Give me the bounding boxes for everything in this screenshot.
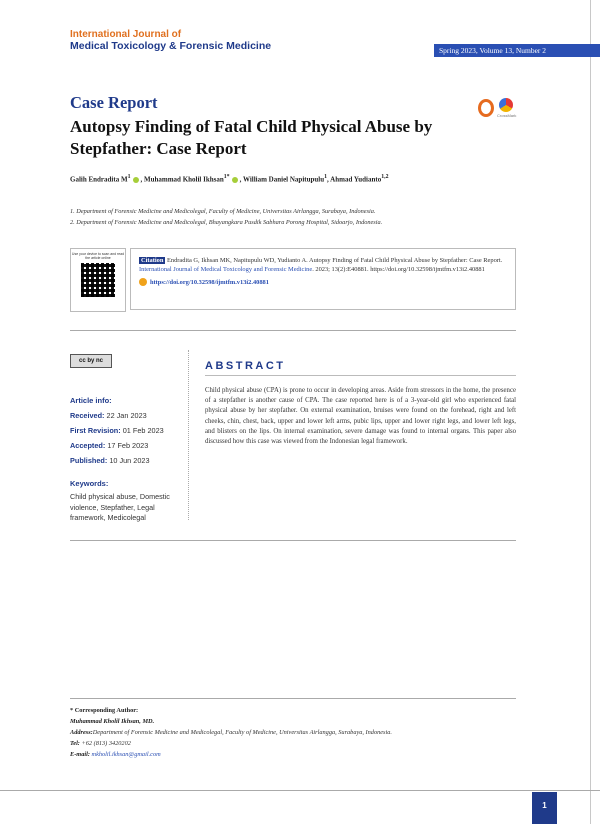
affiliations — [70, 206, 530, 228]
doi-line — [139, 278, 507, 287]
corresponding-heading: * Corresponding Author: — [70, 707, 139, 714]
author-name: Muhammad Kholil Ikhsan — [144, 175, 224, 184]
qr-code-icon — [81, 263, 115, 297]
article-title: Autopsy Finding of Fatal Child Physical Abuse by Stepfather: Case Report — [70, 117, 433, 158]
cc-license-badge[interactable]: cc by nc — [70, 354, 112, 368]
issue-band: Spring 2023, Volume 13, Number 2 — [434, 44, 600, 57]
section-divider — [70, 540, 516, 541]
tel-text: +62 (813) 3420202 — [81, 740, 131, 747]
abstract-heading: ABSTRACT — [205, 360, 286, 372]
affiliation-2: 2. Department of Forensic Medicine and Medicolegal, Bhayangkara Pusdik Sabhara Porong Hospital, Sidoarjo, Indonesia. — [70, 219, 383, 226]
citation-label: Citation — [141, 257, 164, 264]
orcid-icon[interactable] — [232, 177, 238, 183]
orcid-icon[interactable] — [133, 177, 139, 183]
section-divider — [70, 330, 516, 331]
article-type: Case Report — [70, 93, 158, 112]
received-label: Received: — [70, 411, 105, 420]
qr-caption: Use your device to scan and read the article online — [71, 252, 125, 260]
citation-journal-link[interactable]: International Journal of Medical Toxicology and Forensic Medicine — [139, 266, 313, 274]
abstract-text: Child physical abuse (CPA) is prone to occur in developing areas. Aside from stressors in the home, the presence of a stepfather is another cause of CPA. The case reported here is of a 3-year-old girl who experienced fatal physical abuse by her stepfather. On external examination, bruises were found on the forehead, right and left cheeks, chin, chest, back, upper and lower left arms, pubic lips, upper and lower right legs, and lower left legs, and blisters on the lips. On internal examination, severe damage was found to internal organs. This paper also discussed how this case was viewed from the Indonesian legal framework. — [205, 387, 516, 446]
corresponding-author — [70, 705, 516, 760]
keywords-text: Child physical abuse, Domestic violence, Stepfather, Legal framework, Medicolegal — [70, 492, 170, 522]
tel-label: Tel: — [70, 740, 80, 747]
email-label: E-mail: — [70, 751, 90, 758]
author-name: William Daniel Napitupulu — [242, 175, 325, 184]
journal-logo — [70, 30, 271, 52]
corresponding-name: Muhammad Kholil Ikhsan, MD. — [70, 718, 155, 725]
author-name: Galih Endradita M — [70, 175, 128, 184]
published-date: 10 Jun 2023 — [109, 456, 150, 465]
author-affiliation-sup: 1,2 — [381, 174, 389, 180]
author-affiliation-sup: 1* — [223, 174, 230, 180]
abstract-underline — [205, 375, 516, 376]
keywords-heading: Keywords: — [70, 479, 109, 488]
accepted-date: 17 Feb 2023 — [107, 441, 149, 450]
author-name: Ahmad Yudianto — [330, 175, 382, 184]
journal-logo-line1: International Journal of — [70, 29, 182, 40]
revision-label: First Revision: — [70, 426, 121, 435]
open-access-icon — [478, 99, 494, 117]
address-label: Address: — [70, 729, 93, 736]
right-margin-line — [590, 0, 591, 824]
received-date: 22 Jan 2023 — [106, 411, 147, 420]
affiliation-1: 1. Department of Forensic Medicine and Medicolegal, Faculty of Medicine, Universitas Airlangga, Surabaya, Indonesia. — [70, 208, 376, 215]
article-info — [70, 393, 180, 468]
article-info-heading: Article info: — [70, 396, 112, 405]
address-text: Department of Forensic Medicine and Medicolegal, Faculty of Medicine, Universitas Airlangga, Surabaya, Indonesia. — [92, 729, 392, 736]
email-link[interactable]: mkholil.ikhsan@gmail.com — [91, 751, 161, 758]
citation-text-pre: Endradita G, Ikhsan MK, Napitupulu WD, Yudianto A. Autopsy Finding of Fatal Child Physical Abuse by Stepfather: Case Report. — [165, 257, 503, 264]
doi-icon — [139, 278, 147, 286]
published-label: Published: — [70, 456, 108, 465]
crossmark-icon[interactable]: CrossMark — [497, 98, 514, 118]
access-icons — [478, 98, 517, 118]
author-affiliation-sup: 1 — [324, 174, 328, 180]
column-divider — [188, 350, 190, 520]
page-number: 1 — [532, 792, 557, 824]
doi-link[interactable]: https://doi.org/10.32598/ijmtfm.v13i2.40881 — [150, 278, 269, 286]
author-list: Galih Endradita $M^1$ , Muhammad Kholil Ikhsan$^{1*}$ , William Daniel Napitupulu$^1$, Ahmad Yudianto$^{1,2}$ — [70, 174, 389, 184]
citation-box — [130, 248, 516, 310]
qr-code-box[interactable] — [70, 248, 126, 312]
bottom-rule — [0, 790, 600, 791]
footer-divider — [70, 698, 516, 699]
author-affiliation-sup: 1 — [127, 174, 131, 180]
journal-logo-line2: Medical Toxicology & Forensic Medicine — [70, 39, 272, 52]
accepted-label: Accepted: — [70, 441, 106, 450]
revision-date: 01 Feb 2023 — [122, 426, 164, 435]
citation-text-post: . 2023; 13(2):E40881. https://doi.org/10.32598/ijmtfm.v13i2.40881 — [312, 266, 485, 274]
